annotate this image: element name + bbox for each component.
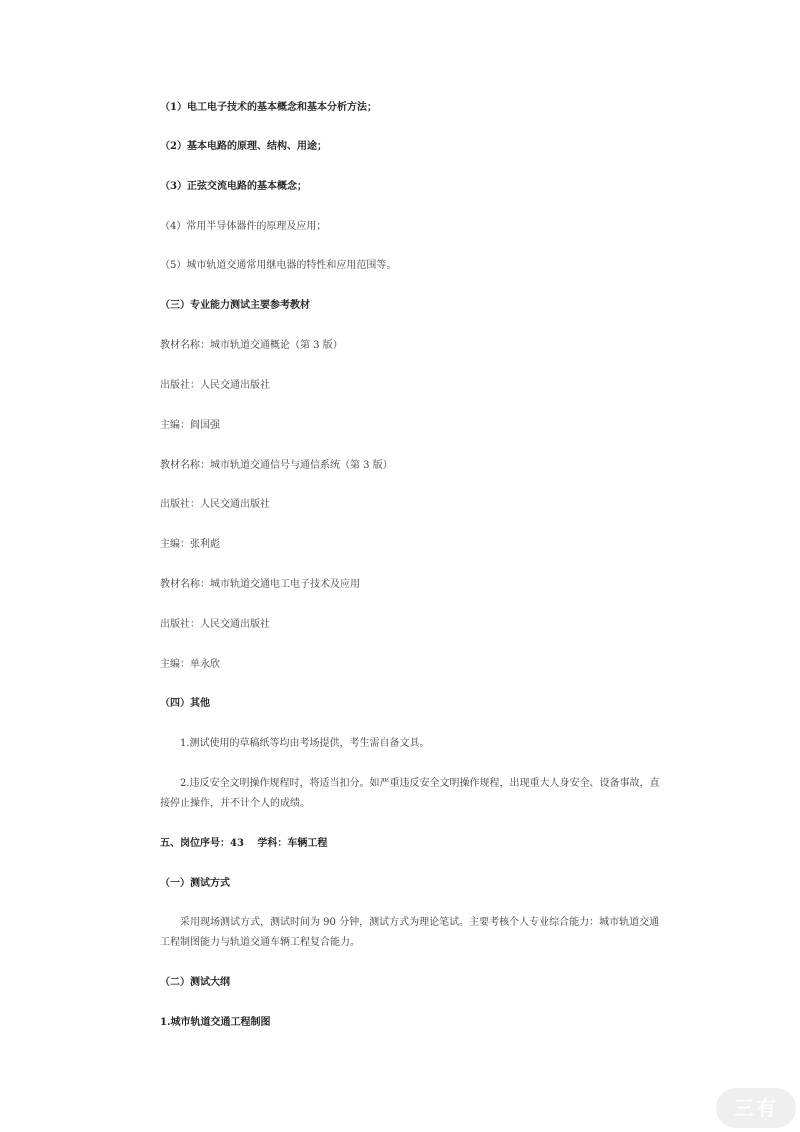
- book-3-name: 教材名称：城市轨道交通电工电子技术及应用: [160, 579, 360, 590]
- book-2-editor: 主编：张利彪: [160, 539, 220, 550]
- book-3-editor: 主编：单永欣: [160, 659, 220, 670]
- outline-item-2: （2）基本电路的原理、结构、用途；: [160, 141, 327, 152]
- other-item-1: 1.测试使用的草稿纸等均由考场提供，考生需自备文具。: [180, 738, 430, 749]
- section-5-heading: 五、岗位序号：43 学科：车辆工程: [160, 838, 328, 849]
- book-2-name: 教材名称：城市轨道交通信号与通信系统（第 3 版）: [160, 460, 393, 471]
- test-method-text: 采用现场测试方式，测试时间为 90 分钟，测试方式为理论笔试。主要考核个人专业综合能力：城市轨道交通工程制图能力与轨道交通车辆工程复合能力。: [160, 917, 660, 948]
- test-method-heading: （一）测试方式: [160, 878, 230, 889]
- book-3-publisher: 出版社：人民交通出版社: [160, 619, 270, 630]
- test-outline-heading: （二）测试大纲: [160, 977, 230, 988]
- outline-item-5: （5）城市轨道交通常用继电器的特性和应用范围等。: [160, 260, 397, 271]
- watermark-logo: 三有: [716, 1088, 796, 1128]
- reference-books-heading: （三）专业能力测试主要参考教材: [160, 300, 310, 311]
- book-1-editor: 主编：阎国强: [160, 420, 220, 431]
- other-item-2: 2.违反安全文明操作规程时，将适当扣分。如严重违反安全文明操作规程，出现重大人身安全、设备事故，直接停止操作，并不计个人的成绩。: [160, 778, 660, 809]
- outline-item-1: （1）电工电子技术的基本概念和基本分析方法；: [160, 102, 377, 113]
- outline-item-4: （4）常用半导体器件的原理及应用；: [160, 221, 327, 232]
- other-heading: （四）其他: [160, 698, 210, 709]
- outline-item-3: （3）正弦交流电路的基本概念；: [160, 181, 307, 192]
- test-outline-item-1: 1.城市轨道交通工程制图: [160, 1017, 271, 1028]
- book-1-name: 教材名称：城市轨道交通概论（第 3 版）: [160, 340, 343, 351]
- book-2-publisher: 出版社：人民交通出版社: [160, 499, 270, 510]
- book-1-publisher: 出版社：人民交通出版社: [160, 380, 270, 391]
